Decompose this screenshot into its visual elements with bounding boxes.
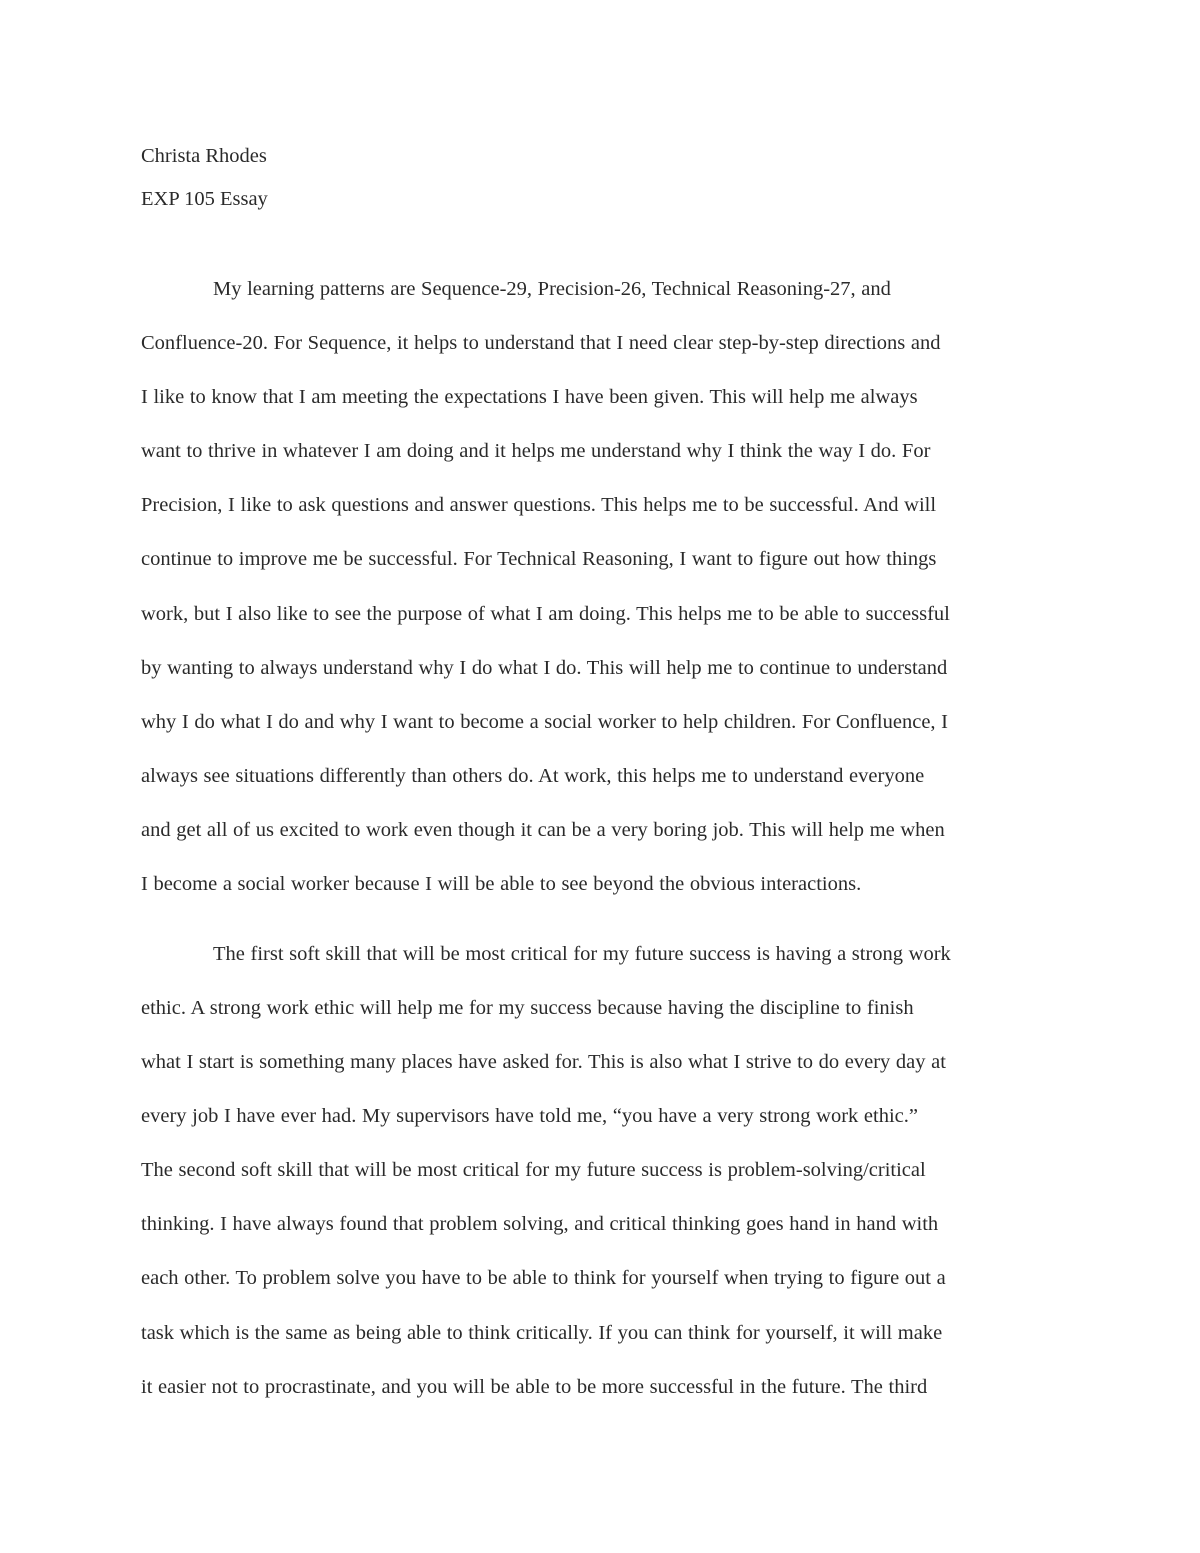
paragraph-1-line: My learning patterns are Sequence-29, Precision-26, Technical Reasoning-27, and [213, 278, 891, 300]
paragraph-2-line: thinking. I have always found that problem solving, and critical thinking goes hand in hand with [141, 1213, 939, 1235]
paragraph-1-line: I become a social worker because I will be able to see beyond the obvious interactions. [141, 873, 862, 895]
paragraph-1-line: I like to know that I am meeting the expectations I have been given. This will help me always [141, 386, 918, 408]
paragraph-1-line: always see situations differently than others do. At work, this helps me to understand everyone [141, 765, 925, 787]
paragraph-1-line: and get all of us excited to work even though it can be a very boring job. This will help me when [141, 819, 945, 841]
paragraph-1-line: work, but I also like to see the purpose of what I am doing. This helps me to be able to successful [141, 603, 950, 625]
paragraph-2-line: what I start is something many places have asked for. This is also what I strive to do every day at [141, 1051, 946, 1073]
paragraph-2-line: every job I have ever had. My supervisors have told me, “you have a very strong work ethic.” [141, 1105, 918, 1127]
paragraph-2-line: ethic. A strong work ethic will help me for my success because having the discipline to finish [141, 997, 914, 1019]
paragraph-1-line: Precision, I like to ask questions and answer questions. This helps me to be successful. And will [141, 494, 937, 516]
paragraph-1-line: Confluence-20. For Sequence, it helps to understand that I need clear step-by-step directions and [141, 332, 941, 354]
paragraph-1-line: why I do what I do and why I want to become a social worker to help children. For Confluence, I [141, 711, 948, 733]
paragraph-1-line: by wanting to always understand why I do what I do. This will help me to continue to understand [141, 657, 948, 679]
course-title: EXP 105 Essay [141, 188, 268, 210]
paragraph-1-line: continue to improve me be successful. For Technical Reasoning, I want to figure out how things [141, 548, 937, 570]
paragraph-2-line: The first soft skill that will be most critical for my future success is having a strong work [213, 943, 951, 965]
paragraph-2-line: each other. To problem solve you have to be able to think for yourself when trying to figure out a [141, 1267, 946, 1289]
paragraph-2-line: it easier not to procrastinate, and you will be able to be more successful in the future. The third [141, 1376, 928, 1398]
paragraph-2-line: task which is the same as being able to think critically. If you can think for yourself, it will make [141, 1322, 943, 1344]
paragraph-2-line: The second soft skill that will be most critical for my future success is problem-solving/critical [141, 1159, 926, 1181]
paragraph-1-line: want to thrive in whatever I am doing and it helps me understand why I think the way I do. For [141, 440, 931, 462]
author-name: Christa Rhodes [141, 145, 267, 167]
